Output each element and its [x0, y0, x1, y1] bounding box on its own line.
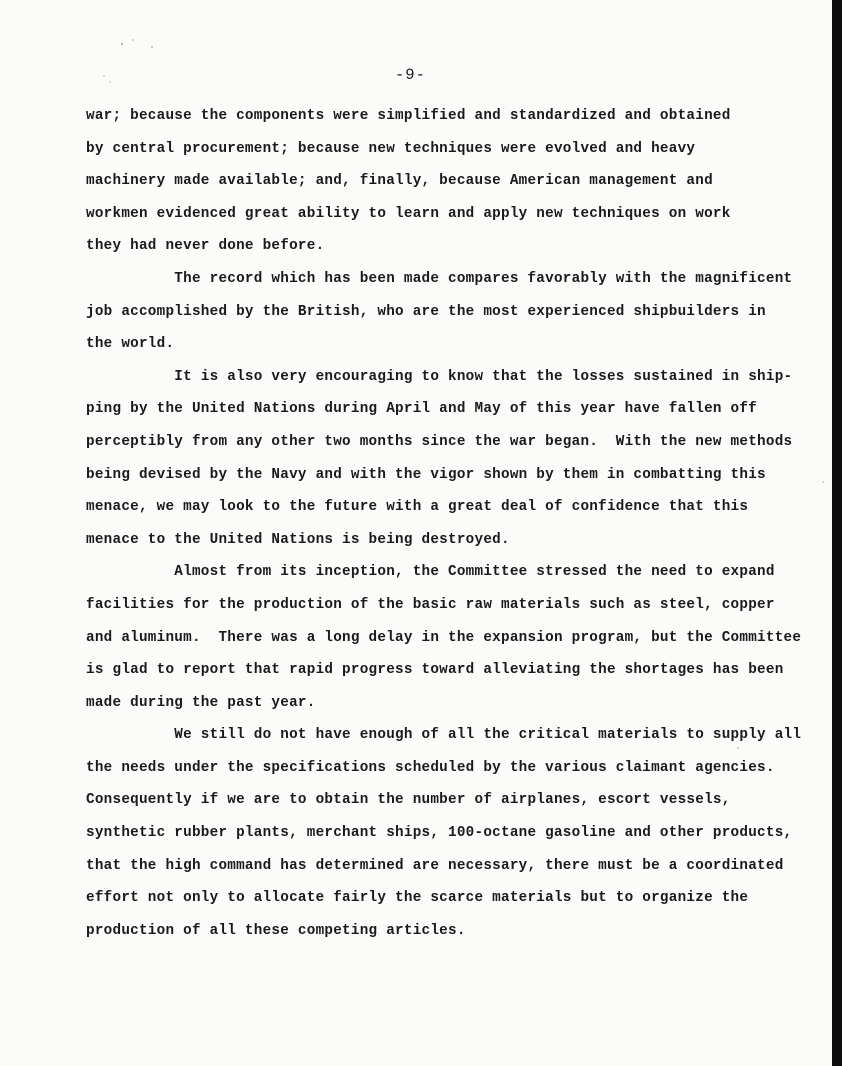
text-line: machinery made available; and, finally, because American management and — [86, 173, 713, 190]
text-line: perceptibly from any other two months since the war began. With the new methods — [86, 433, 793, 450]
scan-border — [832, 0, 842, 1066]
text-line: effort not only to allocate fairly the scarce materials but to organize the — [86, 890, 749, 907]
text-line: menace to the United Nations is being destroyed. — [86, 531, 510, 548]
text-line: is glad to report that rapid progress toward alleviating the shortages has been — [86, 662, 784, 679]
text-line: workmen evidenced great ability to learn and apply new techniques on work — [86, 205, 731, 222]
text-line: production of all these competing articles. — [86, 922, 466, 939]
text-line: war; because the components were simplified and standardized and obtained — [86, 108, 731, 124]
text-line: the needs under the specifications scheduled by the various claimant agencies. — [86, 759, 775, 776]
page-number: -9- — [395, 66, 426, 84]
text-line: The record which has been made compares favorably with the magnificent — [86, 270, 793, 287]
text-line: that the high command has determined are necessary, there must be a coordinated — [86, 857, 784, 874]
text-line: menace, we may look to the future with a great deal of confidence that this — [86, 499, 749, 516]
body-text — [86, 100, 802, 947]
text-line: It is also very encouraging to know that the losses sustained in ship- — [86, 368, 793, 385]
text-line: the world. — [86, 336, 175, 353]
text-line: they had never done before. — [86, 238, 325, 255]
text-line: Almost from its inception, the Committee stressed the need to expand — [86, 564, 775, 581]
text-line: made during the past year. — [86, 694, 316, 711]
text-line: synthetic rubber plants, merchant ships, 100-octane gasoline and other products, — [86, 825, 793, 842]
text-line: being devised by the Navy and with the vigor shown by them in combatting this — [86, 466, 766, 483]
text-line: ping by the United Nations during April and May of this year have fallen off — [86, 401, 758, 418]
text-line: We still do not have enough of all the critical materials to supply all — [86, 727, 802, 744]
text-line: facilities for the production of the basic raw materials such as steel, copper — [86, 596, 775, 613]
text-line: by central procurement; because new techniques were evolved and heavy — [86, 140, 696, 157]
text-line: and aluminum. There was a long delay in the expansion program, but the Committee — [86, 629, 802, 646]
text-line: Consequently if we are to obtain the number of airplanes, escort vessels, — [86, 792, 731, 809]
text-line: job accomplished by the British, who are the most experienced shipbuilders in — [86, 303, 766, 320]
